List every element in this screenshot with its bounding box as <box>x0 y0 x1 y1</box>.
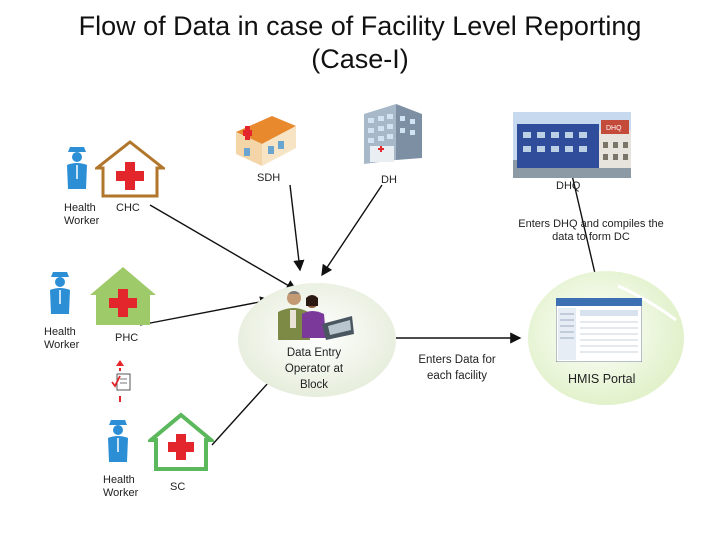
sc-label: SC <box>170 481 186 493</box>
health-worker-icon <box>103 418 133 468</box>
dh-building-icon <box>356 100 428 168</box>
dhq-building <box>513 112 631 178</box>
deo-action-text: Enters Data for each facility <box>418 354 496 382</box>
health-worker-icon <box>45 270 75 320</box>
report-upload <box>110 360 132 408</box>
operators-icon <box>268 288 358 343</box>
title-line-2: (Case-I) <box>311 44 409 74</box>
operators-icon-svg <box>268 288 358 343</box>
dhq-building-icon <box>513 112 631 178</box>
phc-label: PHC <box>115 332 139 344</box>
health-worker-3-label: Health Worker <box>103 474 139 499</box>
sc-house-icon <box>148 412 214 472</box>
dh-building <box>356 100 428 168</box>
arrow-chc-to-deo <box>150 205 296 290</box>
hmis-label: HMIS Portal <box>568 372 636 386</box>
dhq-sign-text: DHQ <box>606 125 622 132</box>
sdh-label: SDH <box>257 172 281 184</box>
health-worker-1 <box>62 145 92 195</box>
dh-label: DH <box>381 174 397 186</box>
sdh-building-icon <box>232 110 300 168</box>
health-worker-2-label: Health Worker <box>44 326 80 351</box>
health-worker-3 <box>103 418 133 468</box>
sdh-building <box>232 110 300 168</box>
phc-house <box>88 265 158 327</box>
sc-house <box>148 412 214 472</box>
phc-house-icon <box>88 265 158 327</box>
dhq-label: DHQ <box>556 180 581 192</box>
arrow-dh-to-deo <box>322 185 382 275</box>
checklist-icon <box>110 360 132 408</box>
chc-label: CHC <box>116 202 140 214</box>
hmis-screen <box>556 298 642 362</box>
dhq-action-text: Enters DHQ and compiles the data to form DC <box>518 218 664 243</box>
deo-label: Data Entry Operator at Block <box>284 347 344 391</box>
arrow-sdh-to-deo <box>290 185 300 270</box>
health-worker-1-label: Health Worker <box>64 202 100 227</box>
health-worker-icon <box>62 145 92 195</box>
chc-house <box>95 140 165 198</box>
health-worker-2 <box>45 270 75 320</box>
chc-house-icon <box>95 140 165 198</box>
hmis-screen-icon <box>556 298 642 362</box>
title-line-1: Flow of Data in case of Facility Level Reporting <box>78 11 642 41</box>
